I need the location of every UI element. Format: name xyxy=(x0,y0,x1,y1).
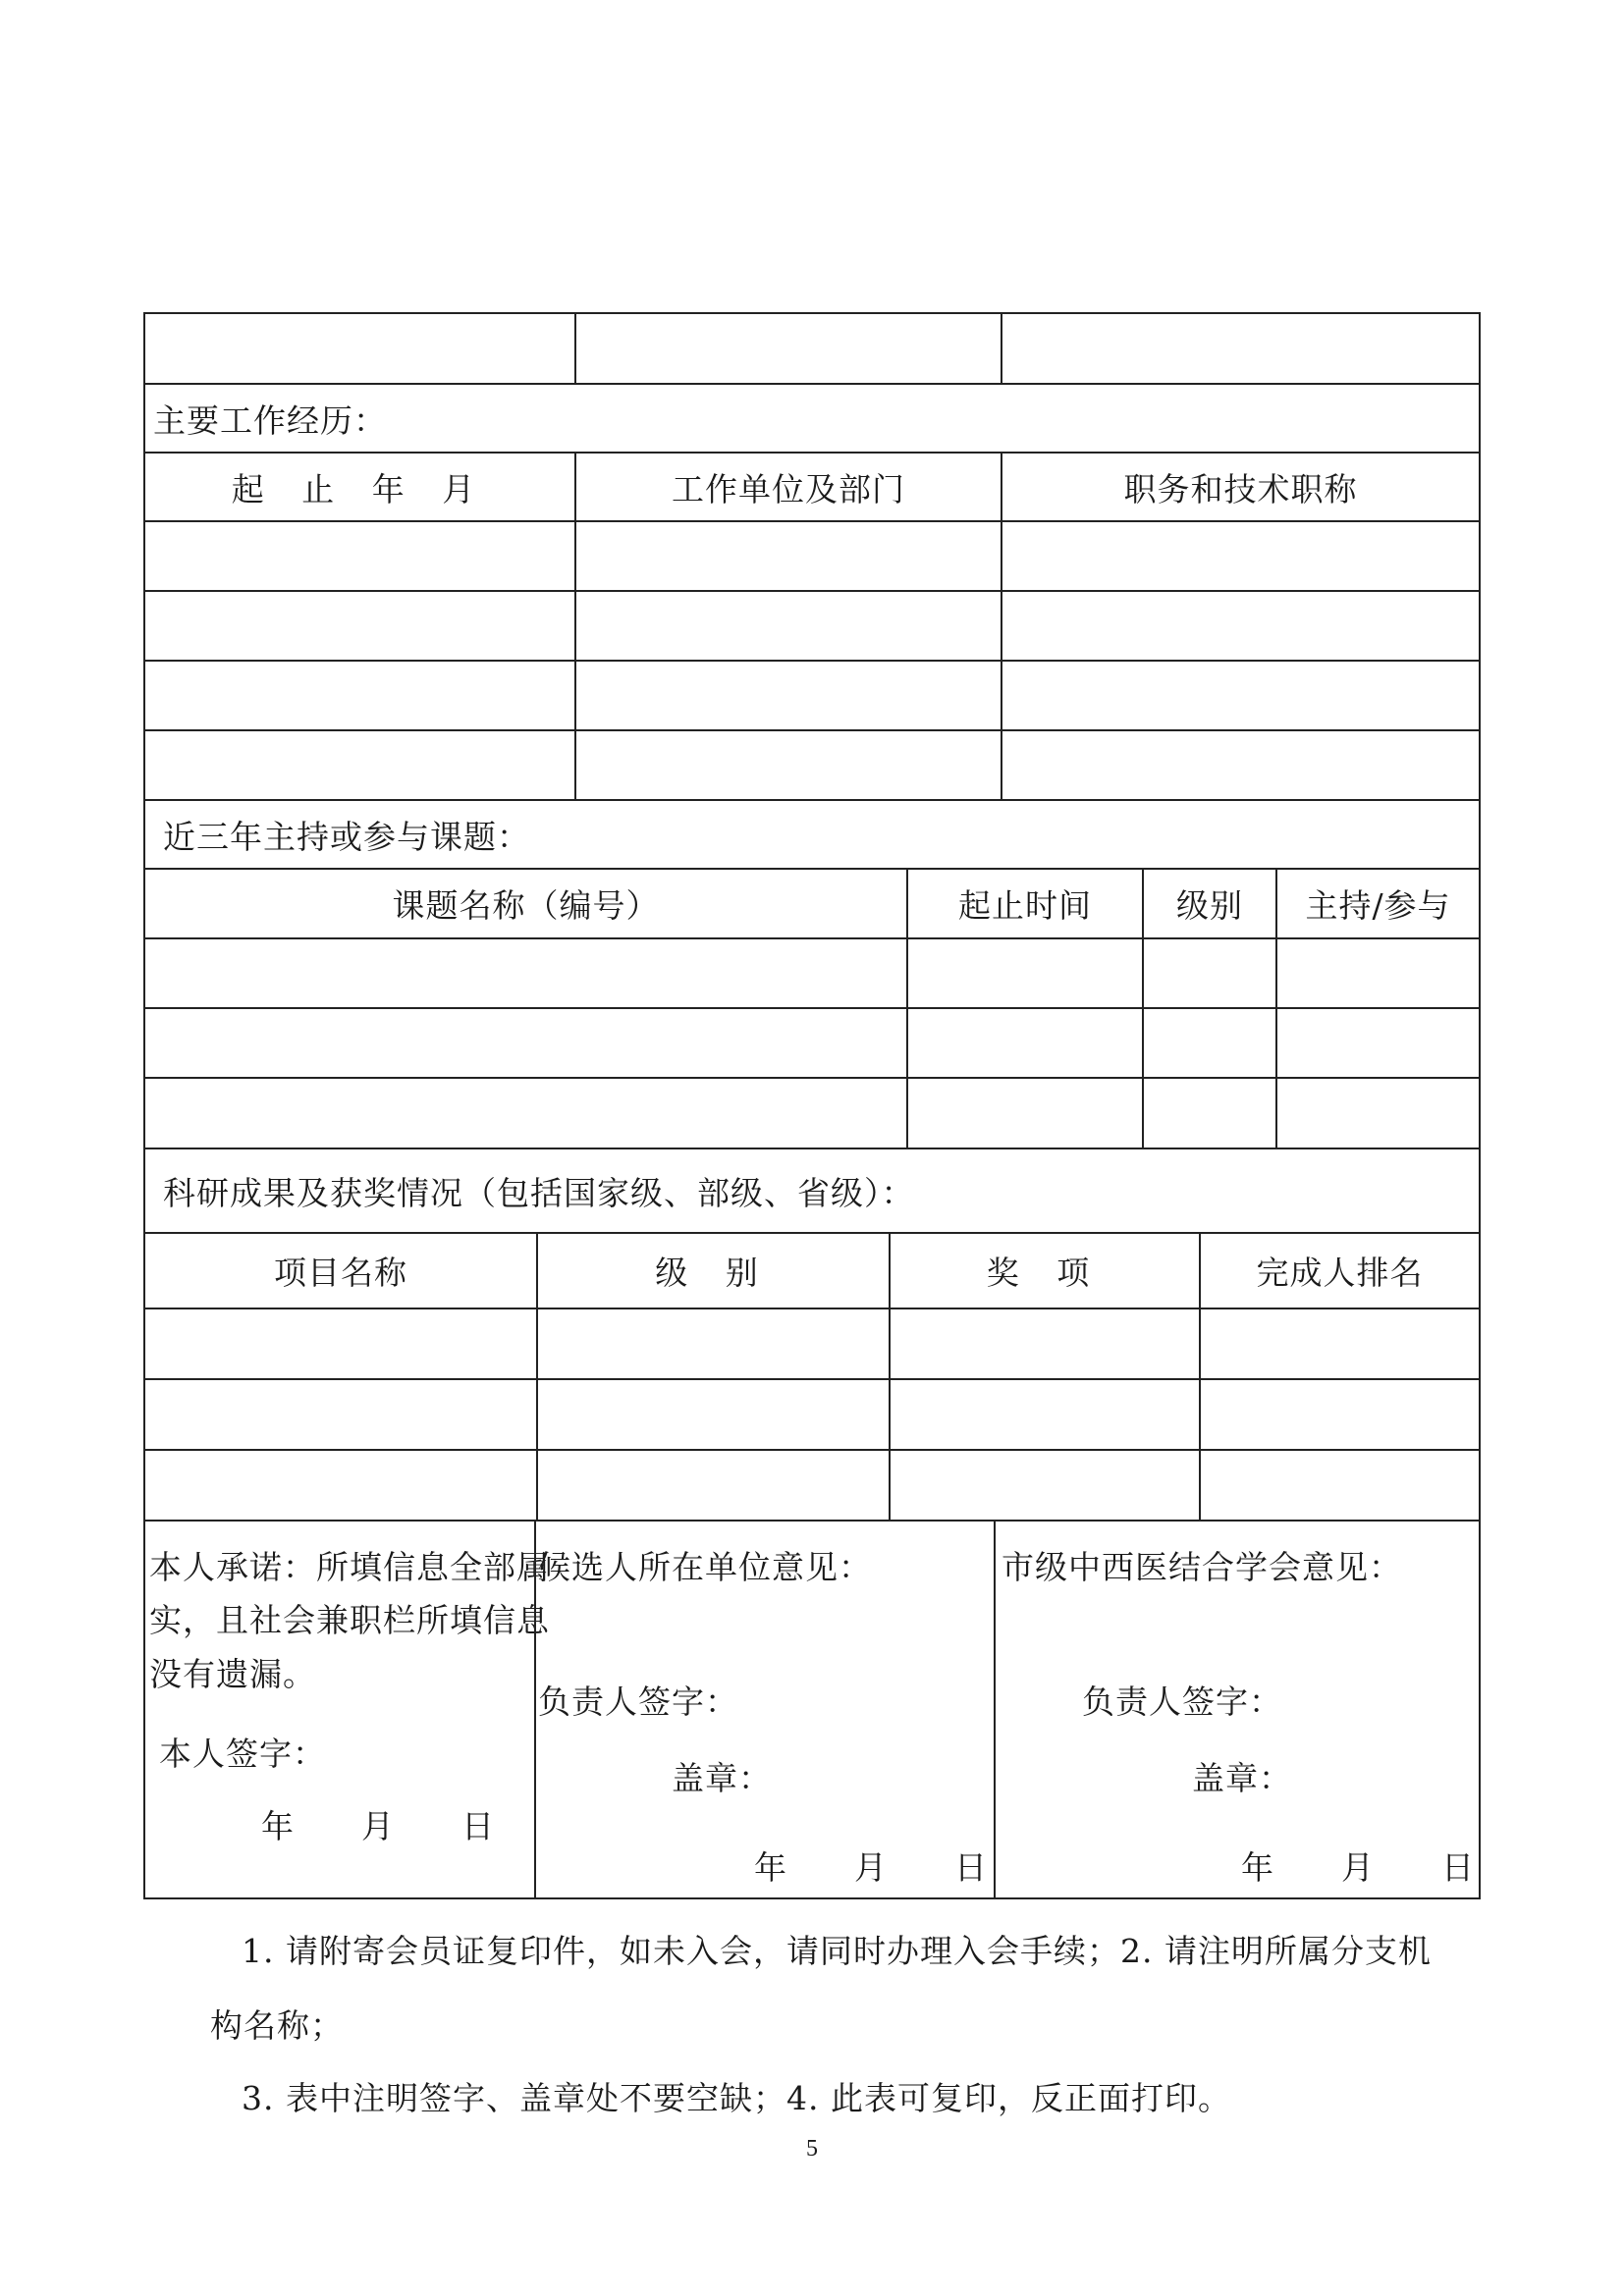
input-cell[interactable] xyxy=(1001,592,1479,660)
society-opinion-cell[interactable] xyxy=(994,1522,1479,1897)
note-line-3: 3. 表中注明签字、盖章处不要空缺；4. 此表可复印，反正面打印。 xyxy=(242,2079,1231,2117)
input-cell[interactable] xyxy=(145,662,574,729)
work-history-header-row xyxy=(145,452,1479,520)
signature-row xyxy=(145,1520,1479,1897)
header-rank: 完成人排名 xyxy=(1199,1234,1479,1308)
header-duration: 起止时间 xyxy=(906,870,1142,937)
input-cell[interactable] xyxy=(145,1309,536,1378)
header-employer: 工作单位及部门 xyxy=(574,454,1001,520)
input-cell[interactable] xyxy=(536,1380,889,1449)
society-opinion-title: 市级中西医结合学会意见： xyxy=(1001,1548,1402,1586)
header-award: 奖 项 xyxy=(889,1234,1199,1308)
pledge-text-line-3: 没有遗漏。 xyxy=(149,1655,316,1693)
header-award-level: 级 别 xyxy=(536,1234,889,1308)
projects-header-row xyxy=(145,868,1479,937)
table-row xyxy=(145,1007,1479,1077)
header-project-name: 课题名称（编号） xyxy=(392,886,660,925)
applicant-pledge-cell[interactable] xyxy=(145,1522,550,1897)
header-position-title: 职务和技术职称 xyxy=(1001,454,1479,520)
unit-opinion-cell[interactable] xyxy=(534,1522,994,1897)
input-cell[interactable] xyxy=(1199,1380,1479,1449)
input-cell[interactable] xyxy=(574,731,1001,799)
input-cell[interactable] xyxy=(889,1309,1199,1378)
input-cell[interactable] xyxy=(145,1451,536,1520)
table-row xyxy=(145,590,1479,660)
society-signature-label: 负责人签字： xyxy=(1082,1682,1282,1721)
header-level: 级别 xyxy=(1142,870,1275,937)
input-cell[interactable] xyxy=(1199,1309,1479,1378)
input-cell[interactable] xyxy=(145,522,574,590)
blank-cell[interactable] xyxy=(574,314,1001,383)
unit-signature-label: 负责人签字： xyxy=(538,1682,738,1721)
table-row xyxy=(145,937,1479,1007)
input-cell[interactable] xyxy=(145,939,906,1007)
application-form-table xyxy=(143,312,1481,1899)
input-cell[interactable] xyxy=(906,1079,1142,1148)
note-line-1: 1. 请附寄会员证复印件，如未入会，请同时办理入会手续；2. 请注明所属分支机 xyxy=(242,1932,1432,1970)
table-row xyxy=(145,1077,1479,1148)
work-history-title-row xyxy=(145,383,1479,452)
table-row xyxy=(145,660,1479,729)
input-cell[interactable] xyxy=(574,592,1001,660)
pledge-text-line-2: 实，且社会兼职栏所填信息 xyxy=(149,1601,550,1639)
input-cell[interactable] xyxy=(145,1380,536,1449)
table-row xyxy=(145,729,1479,799)
unit-opinion-title: 候选人所在单位意见： xyxy=(538,1548,872,1586)
society-seal-label: 盖章： xyxy=(1192,1759,1292,1797)
table-row xyxy=(145,1308,1479,1378)
applicant-signature-label: 本人签字： xyxy=(159,1735,326,1773)
input-cell[interactable] xyxy=(1199,1451,1479,1520)
table-row xyxy=(145,1378,1479,1449)
input-cell[interactable] xyxy=(145,592,574,660)
input-cell[interactable] xyxy=(889,1451,1199,1520)
achievements-header-row xyxy=(145,1232,1479,1308)
table-row xyxy=(145,1449,1479,1520)
header-item-name: 项目名称 xyxy=(274,1254,407,1292)
input-cell[interactable] xyxy=(574,522,1001,590)
projects-title: 近三年主持或参与课题： xyxy=(163,817,530,856)
input-cell[interactable] xyxy=(1142,1009,1275,1077)
input-cell[interactable] xyxy=(536,1309,889,1378)
input-cell[interactable] xyxy=(1142,939,1275,1007)
input-cell[interactable] xyxy=(906,1009,1142,1077)
header-role: 主持/参与 xyxy=(1275,870,1479,937)
blank-cell[interactable] xyxy=(145,314,574,383)
input-cell[interactable] xyxy=(1275,1009,1479,1077)
page-number: 5 xyxy=(806,2136,818,2162)
input-cell[interactable] xyxy=(145,1009,906,1077)
input-cell[interactable] xyxy=(1275,939,1479,1007)
input-cell[interactable] xyxy=(889,1380,1199,1449)
note-line-2: 构名称； xyxy=(210,2006,344,2045)
table-row xyxy=(145,520,1479,590)
input-cell[interactable] xyxy=(574,662,1001,729)
input-cell[interactable] xyxy=(536,1451,889,1520)
header-period: 起 止 年 月 xyxy=(231,469,489,508)
input-cell[interactable] xyxy=(906,939,1142,1007)
blank-row-top xyxy=(145,314,1479,383)
unit-date: 年 月 日 xyxy=(754,1848,988,1887)
achievements-title: 科研成果及获奖情况（包括国家级、部级、省级）： xyxy=(163,1173,915,1212)
unit-seal-label: 盖章： xyxy=(672,1759,772,1797)
pledge-text-line-1: 本人承诺：所填信息全部属 xyxy=(149,1548,550,1586)
input-cell[interactable] xyxy=(1001,731,1479,799)
society-date: 年 月 日 xyxy=(1241,1848,1475,1887)
projects-title-row xyxy=(145,799,1479,868)
work-history-title: 主要工作经历： xyxy=(153,400,387,440)
input-cell[interactable] xyxy=(145,1079,906,1148)
input-cell[interactable] xyxy=(1142,1079,1275,1148)
blank-cell[interactable] xyxy=(1001,314,1479,383)
applicant-date: 年 月 日 xyxy=(261,1807,495,1845)
input-cell[interactable] xyxy=(1275,1079,1479,1148)
input-cell[interactable] xyxy=(145,731,574,799)
input-cell[interactable] xyxy=(1001,662,1479,729)
input-cell[interactable] xyxy=(1001,522,1479,590)
achievements-title-row xyxy=(145,1148,1479,1232)
